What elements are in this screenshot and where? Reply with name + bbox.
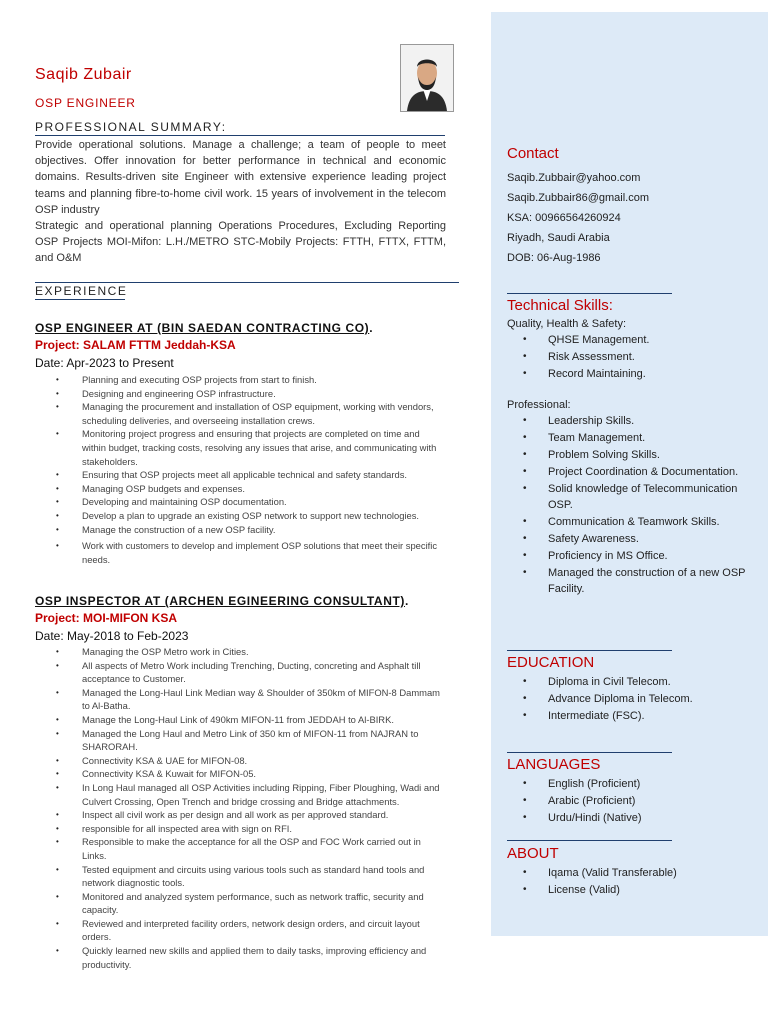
skills-divider bbox=[507, 293, 672, 294]
duty-item: • All aspects of Metro Work including Trenching, Ducting, concreting and Asphalt till acceptance to Customer. bbox=[56, 659, 421, 685]
contact-phone: KSA: 00966564260924 bbox=[507, 212, 621, 224]
bullet-icon: • bbox=[56, 714, 59, 724]
duty-item: • Developing and maintaining OSP documentation. bbox=[56, 496, 287, 508]
education-heading: EDUCATION bbox=[507, 654, 595, 671]
duty-item: • Managed the Long Haul and Metro Link of 350 km of MIFON-11 from NAJRAN to SHARORAH. bbox=[56, 727, 419, 753]
duty-item: • Managing the OSP Metro work in Cities. bbox=[56, 646, 249, 657]
contact-heading: Contact bbox=[507, 145, 559, 162]
education-item: • Advance Diploma in Telecom. bbox=[507, 691, 757, 708]
bullet-icon: • bbox=[523, 482, 527, 494]
bullet-icon: • bbox=[56, 918, 59, 928]
skills-heading: Technical Skills: bbox=[507, 297, 613, 314]
skill-item: • Safety Awareness. bbox=[507, 531, 757, 548]
bullet-icon: • bbox=[56, 470, 59, 480]
job-1-title: OSP ENGINEER AT (BIN SAEDAN CONTRACTING CO). bbox=[35, 321, 374, 335]
bullet-icon: • bbox=[56, 687, 59, 697]
contact-location: Riyadh, Saudi Arabia bbox=[507, 232, 610, 244]
bullet-icon: • bbox=[56, 810, 59, 820]
bullet-icon: • bbox=[523, 867, 527, 878]
skill-item: • Problem Solving Skills. bbox=[507, 447, 757, 464]
about-item: • Iqama (Valid Transferable) bbox=[507, 865, 757, 882]
bullet-icon: • bbox=[523, 883, 527, 895]
bullet-icon: • bbox=[523, 415, 527, 427]
contact-section bbox=[507, 145, 757, 268]
bullet-icon: • bbox=[56, 429, 59, 439]
about-item: • License (Valid) bbox=[507, 882, 757, 899]
languages-section bbox=[507, 756, 757, 826]
bullet-icon: • bbox=[523, 794, 527, 806]
skill-item: • Risk Assessment. bbox=[507, 349, 757, 366]
education-item: • Diploma in Civil Telecom. bbox=[507, 674, 757, 691]
about-list bbox=[507, 865, 757, 899]
duty-item: • Work with customers to develop and implement OSP solutions that meet their specific needs. bbox=[56, 540, 438, 565]
bullet-icon: • bbox=[56, 755, 59, 765]
summary-paragraph-2: Strategic and operational planning Operations Procedures, Excluding Reporting OSP Projects MOI-Mifon: L.H./METRO STC-Mobily Projects: FTTH, FTTX, FTTM, and O&M bbox=[35, 220, 446, 265]
job-2-date: Date: May-2018 to Feb-2023 bbox=[35, 629, 189, 643]
job-1-title-text: OSP ENGINEER AT (BIN SAEDAN CONTRACTING CO) bbox=[35, 321, 370, 335]
bullet-icon: • bbox=[56, 769, 59, 779]
bullet-icon: • bbox=[523, 350, 527, 362]
job-2-title-text: OSP INSPECTOR AT (ARCHEN EGINEERING CONSULTANT) bbox=[35, 594, 405, 608]
skill-item: • Project Coordination & Documentation. bbox=[507, 464, 757, 481]
duty-item: • Connectivity KSA & UAE for MIFON-08. bbox=[56, 754, 248, 766]
duty-item: • Reviewed and interpreted facility orders, network design orders, and circuit layout orders. bbox=[56, 917, 420, 943]
bullet-icon: • bbox=[56, 388, 59, 398]
bullet-icon: • bbox=[56, 891, 59, 901]
bullet-icon: • bbox=[523, 709, 527, 721]
duty-item: • In Long Haul managed all OSP Activities including Ripping, Fiber Ploughing, Wadi and Culvert Crossing, Open Trench and bridge crossing and Bridge attachments. bbox=[56, 781, 440, 807]
job-2-duties bbox=[56, 645, 446, 971]
about-divider bbox=[507, 840, 672, 841]
skills-group-1 bbox=[507, 332, 757, 382]
bullet-icon: • bbox=[56, 837, 59, 847]
bullet-icon: • bbox=[56, 660, 59, 670]
job-2-project: Project: MOI-MIFON KSA bbox=[35, 611, 178, 625]
bullet-icon: • bbox=[56, 402, 59, 412]
duty-item: • Inspect all civil work as per design and all work as per approved standard. bbox=[56, 809, 389, 821]
bullet-icon: • bbox=[56, 524, 59, 534]
bullet-icon: • bbox=[523, 692, 527, 704]
duty-item: • Develop a plan to upgrade an existing OSP network to support new technologies. bbox=[56, 509, 420, 521]
duty-item: • Tested equipment and circuits using various tools such as standard hand tools and network diagnostic tools. bbox=[56, 863, 425, 889]
duty-item: • Connectivity KSA & Kuwait for MIFON-05. bbox=[56, 768, 257, 780]
job-1-duties bbox=[56, 373, 446, 566]
skill-item: • Communication & Teamwork Skills. bbox=[507, 514, 757, 531]
duty-item: • Ensuring that OSP projects meet all applicable technical and safety standards. bbox=[56, 469, 408, 481]
education-list bbox=[507, 674, 757, 724]
duty-item: • Managing OSP budgets and expenses. bbox=[56, 482, 245, 494]
education-section bbox=[507, 654, 757, 724]
bullet-icon: • bbox=[56, 647, 59, 656]
contact-email-1[interactable]: Saqib.Zubbair@yahoo.com bbox=[507, 172, 641, 184]
bullet-icon: • bbox=[56, 782, 59, 792]
duty-item: • Managing the procurement and installation of OSP equipment, working with vendors, scheduling deliveries, and overseeing installation crews. bbox=[56, 401, 434, 426]
bullet-icon: • bbox=[523, 532, 527, 544]
experience-underline bbox=[35, 299, 125, 300]
bullet-icon: • bbox=[56, 728, 59, 738]
bullet-icon: • bbox=[523, 676, 527, 687]
education-divider bbox=[507, 650, 672, 651]
bullet-icon: • bbox=[56, 375, 59, 384]
job-2-title: OSP INSPECTOR AT (ARCHEN EGINEERING CONSULTANT). bbox=[35, 594, 409, 608]
bullet-icon: • bbox=[56, 497, 59, 507]
skill-item: • Leadership Skills. bbox=[507, 413, 757, 430]
language-item: • Arabic (Proficient) bbox=[507, 793, 757, 810]
profile-photo bbox=[400, 44, 454, 112]
contact-lines bbox=[507, 168, 757, 268]
bullet-icon: • bbox=[56, 541, 59, 551]
contact-dob: DOB: 06-Aug-1986 bbox=[507, 252, 601, 264]
duty-item: • Planning and executing OSP projects from start to finish. bbox=[56, 374, 317, 385]
bullet-icon: • bbox=[523, 811, 527, 823]
job-1-date: Date: Apr-2023 to Present bbox=[35, 356, 174, 370]
languages-heading: LANGUAGES bbox=[507, 756, 601, 773]
skills-group-2 bbox=[507, 413, 757, 598]
language-item: • Urdu/Hindi (Native) bbox=[507, 810, 757, 827]
duty-item: • Manage the construction of a new OSP facility. bbox=[56, 523, 276, 535]
person-name: Saqib Zubair bbox=[35, 66, 132, 83]
summary-heading: PROFESSIONAL SUMMARY: bbox=[35, 120, 227, 134]
bullet-icon: • bbox=[56, 510, 59, 520]
bullet-icon: • bbox=[56, 483, 59, 493]
bullet-icon: • bbox=[523, 432, 527, 444]
skill-item: • Proficiency in MS Office. bbox=[507, 548, 757, 565]
summary-divider bbox=[35, 135, 445, 136]
summary-text bbox=[35, 137, 446, 267]
education-item: • Intermediate (FSC). bbox=[507, 708, 757, 725]
skill-item: • Solid knowledge of Telecommunication OSP. bbox=[523, 482, 738, 512]
skill-item: • QHSE Management. bbox=[507, 332, 757, 349]
duty-item: • responsible for all inspected area with sign on RFI. bbox=[56, 822, 293, 834]
bullet-icon: • bbox=[523, 367, 527, 379]
bullet-icon: • bbox=[56, 864, 59, 874]
skills-group-1-label: Quality, Health & Safety: bbox=[507, 318, 627, 330]
bullet-icon: • bbox=[56, 823, 59, 833]
bullet-icon: • bbox=[523, 465, 527, 477]
duty-item: • Managed the Long-Haul Link Median way & Shoulder of 350km of MIFON-8 Dammam to Al-Batha. bbox=[56, 686, 440, 712]
skill-item: • Team Management. bbox=[507, 430, 757, 447]
experience-top-divider bbox=[35, 282, 459, 283]
duty-item: • Responsible to make the acceptance for all the OSP and FOC Work carried out in Links. bbox=[56, 836, 421, 861]
duty-item: • Designing and engineering OSP infrastructure. bbox=[56, 387, 276, 399]
summary-paragraph-1: Provide operational solutions. Manage a challenge; a team of people to meet objectives. Offer innovation for better performance in technical and economic domains. Results-driven site Engineer with extensive experience leading project teams and planning fibre-to-home civil work. 15 years of involvement in the telecom OSP industry bbox=[35, 139, 446, 216]
bullet-icon: • bbox=[523, 549, 527, 561]
languages-list bbox=[507, 776, 757, 826]
bullet-icon: • bbox=[56, 946, 59, 956]
language-item: • English (Proficient) bbox=[507, 776, 757, 793]
contact-email-2[interactable]: Saqib.Zubbair86@gmail.com bbox=[507, 192, 650, 204]
bullet-icon: • bbox=[523, 334, 527, 345]
duty-item: • Manage the Long-Haul Link of 490km MIFON-11 from JEDDAH to Al-BIRK. bbox=[56, 713, 394, 725]
duty-item: • Monitored and analyzed system performance, such as network traffic, security and capacity. bbox=[56, 890, 424, 916]
duty-item: • Monitoring project progress and ensuring that projects are completed on time and within budget, tracking costs, resolving any issues that arise, and communicating with stakeholders. bbox=[56, 428, 437, 467]
skills-section bbox=[507, 297, 757, 598]
skill-item: • Record Maintaining. bbox=[507, 366, 757, 383]
experience-heading: EXPERIENCE bbox=[35, 284, 128, 298]
bullet-icon: • bbox=[523, 516, 527, 528]
skills-group-2-label: Professional: bbox=[507, 399, 571, 412]
job-1-project: Project: SALAM FTTM Jeddah-KSA bbox=[35, 338, 236, 352]
about-section bbox=[507, 845, 757, 899]
bullet-icon: • bbox=[523, 448, 527, 460]
bullet-icon: • bbox=[523, 778, 527, 789]
skill-item: • Managed the construction of a new OSP Facility. bbox=[523, 566, 746, 596]
about-heading: ABOUT bbox=[507, 845, 559, 862]
languages-divider bbox=[507, 752, 672, 753]
bullet-icon: • bbox=[523, 566, 527, 578]
job-headline: OSP ENGINEER bbox=[35, 96, 136, 110]
duty-item: • Quickly learned new skills and applied them to daily tasks, improving efficiency and productivity. bbox=[56, 945, 427, 970]
person-silhouette-icon bbox=[401, 45, 453, 111]
